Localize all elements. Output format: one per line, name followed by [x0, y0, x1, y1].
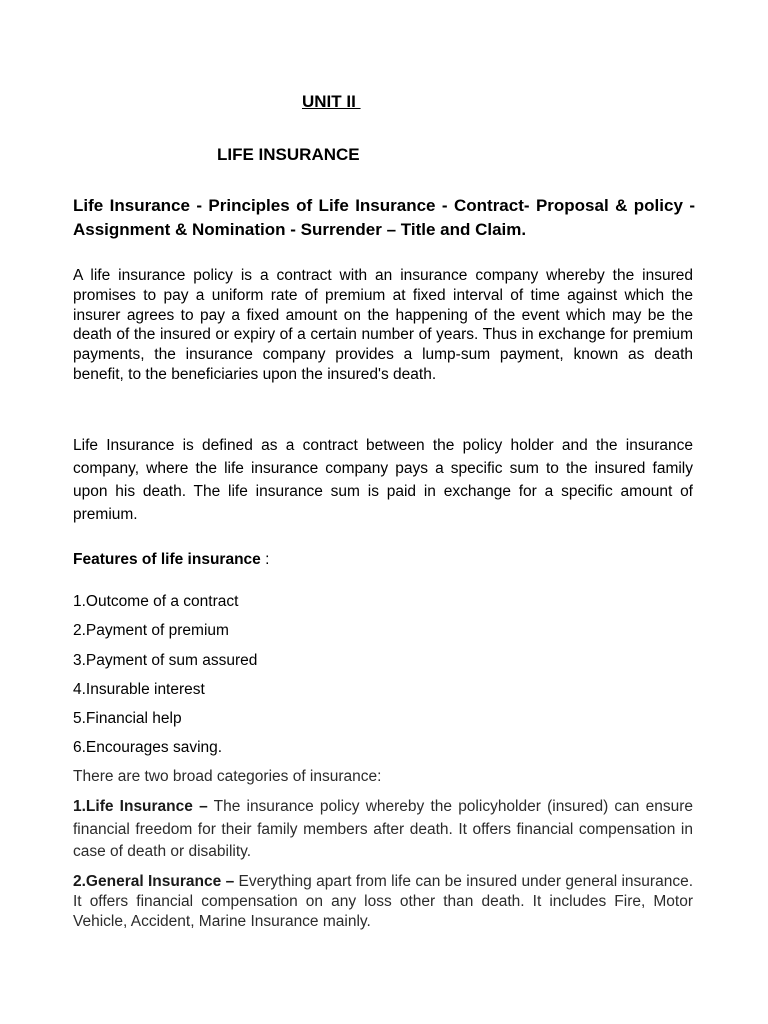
category-life-insurance — [73, 796, 693, 864]
list-item: 5.Financial help — [73, 710, 182, 728]
category-term: 2.General Insurance – — [73, 873, 235, 890]
category-general-insurance — [73, 872, 693, 932]
topics-heading: Life Insurance - Principles of Life Insurance - Contract- Proposal & policy - Assignment & Nomination - Surrender – Title and Claim. — [73, 196, 695, 239]
features-list — [73, 592, 257, 768]
list-item: 2.Payment of premium — [73, 622, 229, 640]
category-term: 1.Life Insurance – — [73, 798, 208, 815]
section-title: LIFE INSURANCE — [217, 145, 360, 164]
categories-intro: There are two broad categories of insurance: — [73, 768, 382, 785]
list-item: 3.Payment of sum assured — [73, 651, 258, 669]
unit-title: UNIT II — [302, 92, 361, 111]
list-item: 4.Insurable interest — [73, 680, 205, 698]
category-description: Everything apart from life can be insured under general insurance. It offers financial compensation on any loss other than death. It includes Fire, Motor Vehicle, Accident, Marine Insurance mainly. — [73, 873, 694, 930]
list-item: 1.Outcome of a contract — [73, 593, 239, 610]
features-heading-label: Features of life insurance — [73, 551, 261, 568]
features-heading-colon: : — [260, 551, 270, 568]
category-description: The insurance policy whereby the policyholder (insured) can ensure financial freedom for their family members after death. It offers financial compensation in case of death or disability. — [73, 798, 693, 860]
features-heading — [73, 551, 269, 569]
life-insurance-definition-paragraph: A life insurance policy is a contract with an insurance company whereby the insured promises to pay a uniform rate of premium at fixed interval of time against which the insurer agrees to pay a fixed amount on the happening of the event which may be the death of the insured or expiry of a certain number of years. Thus in exchange for premium payments, the insurance company provides a lump-sum payment, known as death benefit, to the beneficiaries upon the insured's death. — [73, 267, 693, 383]
list-item: 6.Encourages saving. — [73, 739, 223, 757]
life-insurance-contract-paragraph: Life Insurance is defined as a contract between the policy holder and the insurance company, where the life insurance company pays a specific sum to the insured family upon his death. The life insurance sum is paid in exchange for a specific amount of premium. — [73, 437, 693, 523]
